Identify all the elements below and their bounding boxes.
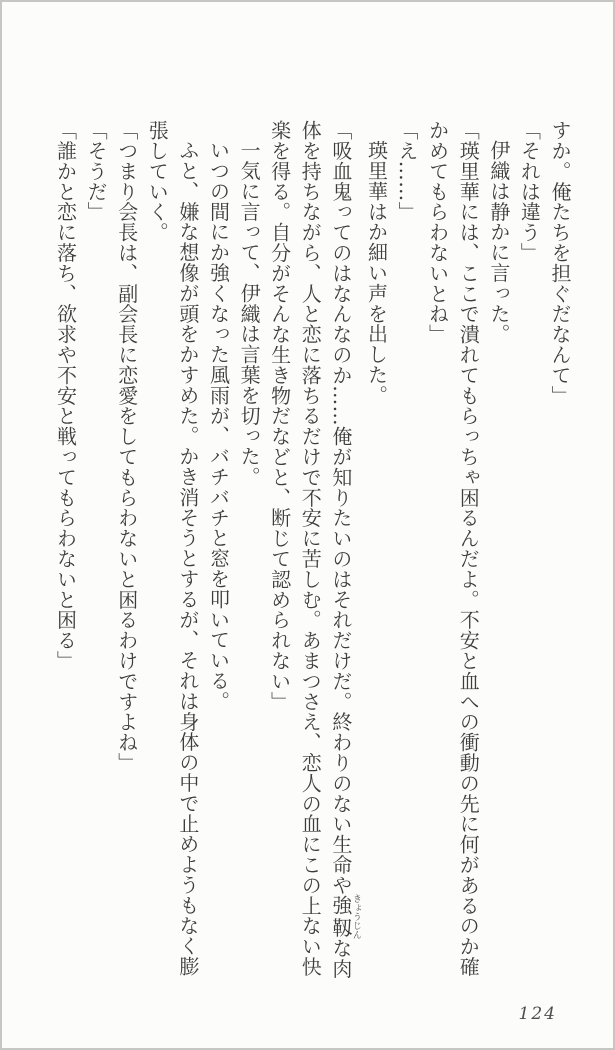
dialogue-line: 「つまり会長は、副会長に恋愛をしてもらわないと困るわけですよね」	[114, 120, 139, 773]
text-block	[50, 120, 575, 998]
ruby-furigana: きょうじん	[350, 894, 361, 940]
dialogue-line-with-ruby	[325, 120, 361, 998]
ruby-base: 強靱	[328, 894, 353, 940]
dialogue-line-continuation: 楽を得る。自分がそんな生き物だなどと、断じて認められない」	[267, 120, 292, 712]
text-line-continuation: すか。俺たちを担ぐだなんて」	[548, 120, 572, 406]
narration-line: 一気に言って、伊織は言葉を切った。	[237, 140, 262, 487]
dialogue-line: 「誰かと恋に落ち、欲求や不安と戦ってもらわないと困る」	[53, 120, 78, 671]
narration-line: ふと、嫌な想像が頭をかすめた。かき消そうとするが、それは身体の中で止めようもなく膨	[175, 140, 200, 977]
narration-line: 瑛里華はか細い声を出した。	[364, 140, 389, 406]
dialogue-line-continuation: 体を持ちながら、人と恋に落ちるだけで不安に苦しむ。あまつさえ、恋人の血にこの上ない快	[298, 120, 323, 977]
ruby-post-text: な肉	[328, 938, 353, 979]
dialogue-line: 「え……」	[395, 120, 420, 222]
narration-line: いつの間にか強くなった風雨が、バチバチと窓を叩いている。	[206, 140, 231, 712]
page-number: 124	[518, 1004, 557, 1024]
dialogue-line: 「そうだ」	[84, 120, 109, 222]
narration-line-continuation: 張していく。	[145, 120, 170, 243]
dialogue-line: 「瑛里華には、ここで潰れてもらっちゃ困るんだよ。不安と血への衝動の先に何があるのか確	[456, 120, 481, 977]
dialogue-line: 「それは違う」	[517, 120, 542, 263]
ruby-pre-text: 「吸血鬼ってのはなんなのか……俺が知りたいのはそれだけだ。終わりのない生命や	[328, 120, 353, 896]
ruby-annotation	[328, 894, 361, 940]
dialogue-line-continuation: かめてもらわないとね」	[425, 120, 450, 345]
narration-line: 伊織は静かに言った。	[486, 140, 511, 344]
